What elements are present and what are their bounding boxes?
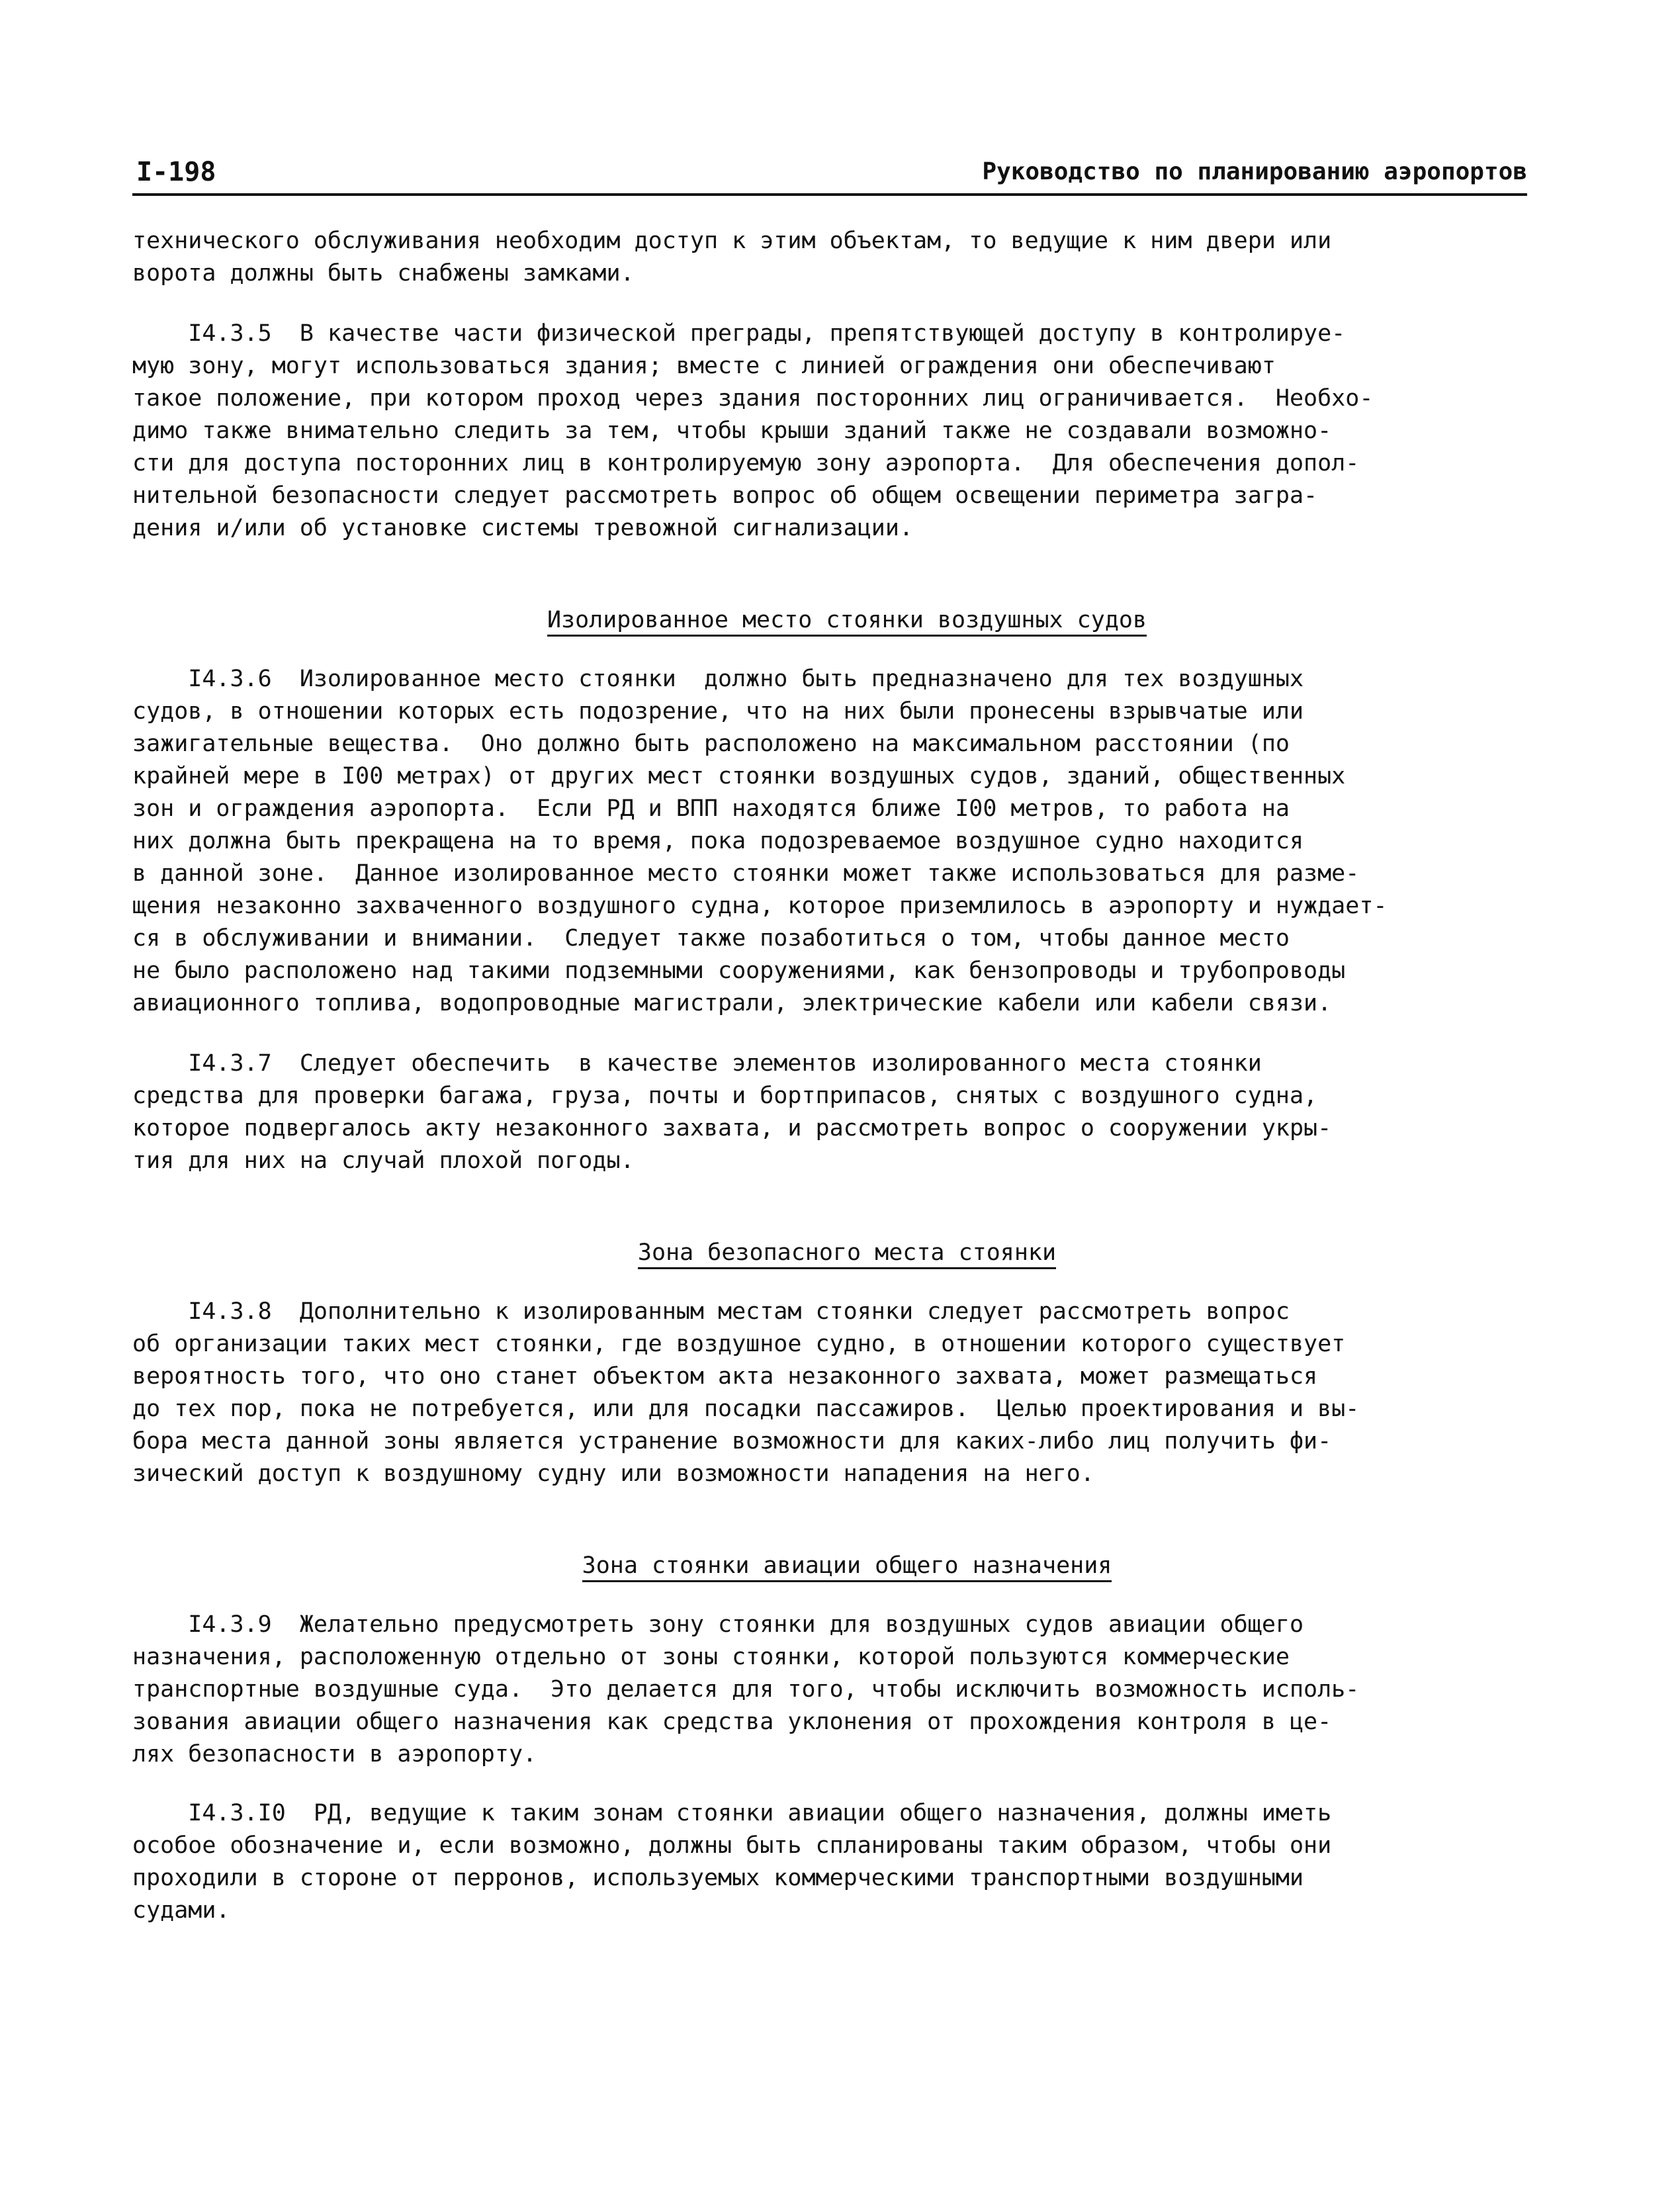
paragraph-14-3-9 [132,1609,1562,1771]
text-line: щения незаконно захваченного воздушного судна, которое приземлилось в аэропорту и нуждает- [132,893,1388,919]
page-header [132,154,1527,196]
text-line: проходили в стороне от перронов, используемых коммерческими транспортными воздушными [132,1865,1304,1891]
text-line: мую зону, могут использоваться здания; вместе с линией ограждения они обеспечивают [132,353,1276,379]
text-line: такое положение, при котором проход через здания посторонних лиц ограничивается. Необхо- [132,385,1374,412]
text-line: средства для проверки багажа, груза, почты и бортприпасов, снятых с воздушного судна, [132,1083,1318,1109]
text-line: нительной безопасности следует рассмотреть вопрос об общем освещении периметра загра- [132,482,1318,509]
running-title: Руководство по планированию аэропортов [982,158,1527,185]
text-line: судами. [132,1897,230,1924]
paragraph-intro [132,225,1562,290]
text-line: до тех пор, пока не потребуется, или для посадки пассажиров. Целью проектирования и вы- [132,1396,1360,1422]
text-line: которое подвергалось акту незаконного захвата, и рассмотреть вопрос о сооружении укры- [132,1115,1332,1141]
text-line: крайней мере в I00 метрах) от других мест стоянки воздушных судов, зданий, общественных [132,763,1346,789]
text-line: I4.3.9 Желательно предусмотреть зону стоянки для воздушных судов авиации общего [132,1611,1304,1638]
section-heading-text: Изолированное место стоянки воздушных судов [547,607,1147,637]
paragraph-14-3-5 [132,318,1562,545]
text-line: авиационного топлива, водопроводные магистрали, электрические кабели или кабели связи. [132,990,1332,1016]
text-line: зажигательные вещества. Оно должно быть расположено на максимальном расстоянии (по [132,731,1290,757]
text-line: сти для доступа посторонних лиц в контролируемую зону аэропорта. Для обеспечения допол- [132,450,1360,476]
text-line: технического обслуживания необходим доступ к этим объектам, то ведущие к ним двери или [132,228,1332,254]
text-line: I4.3.7 Следует обеспечить в качестве элементов изолированного места стоянки [132,1050,1262,1077]
page-number: I-198 [136,157,216,187]
text-line: I4.3.8 Дополнительно к изолированным местам стоянки следует рассмотреть вопрос [132,1298,1290,1325]
text-line: не было расположено над такими подземными сооружениями, как бензопроводы и трубопроводы [132,958,1346,984]
section-heading-isolated-parking [132,604,1562,637]
text-line: транспортные воздушные суда. Это делается для того, чтобы исключить возможность исполь- [132,1676,1360,1703]
section-heading-secure-parking [132,1237,1562,1269]
text-line: зон и ограждения аэропорта. Если РД и ВПП находятся ближе I00 метров, то работа на [132,795,1290,822]
text-line: тия для них на случай плохой погоды. [132,1147,635,1174]
text-line: дения и/или об установке системы тревожной сигнализации. [132,515,914,541]
text-line: зический доступ к воздушному судну или возможности нападения на него. [132,1460,1094,1487]
text-line: особое обозначение и, если возможно, должны быть спланированы таким образом, чтобы они [132,1832,1332,1859]
section-heading-text: Зона безопасного места стоянки [638,1239,1056,1269]
text-line: ся в обслуживании и внимании. Следует также позаботиться о том, чтобы данное место [132,925,1290,952]
text-line: в данной зоне. Данное изолированное место стоянки может также использоваться для разме- [132,860,1360,887]
text-line: I4.3.6 Изолированное место стоянки должно быть предназначено для тех воздушных [132,666,1304,692]
text-line: I4.3.I0 РД, ведущие к таким зонам стоянки авиации общего назначения, должны иметь [132,1800,1332,1826]
section-heading-text: Зона стоянки авиации общего назначения [582,1552,1112,1582]
paragraph-14-3-6 [132,663,1562,1020]
text-line: вероятность того, что оно станет объектом акта незаконного захвата, может размещаться [132,1363,1318,1390]
text-line: об организации таких мест стоянки, где воздушное судно, в отношении которого существует [132,1331,1346,1357]
text-line: димо также внимательно следить за тем, чтобы крыши зданий также не создавали возможно- [132,418,1332,444]
text-line: лях безопасности в аэропорту. [132,1741,537,1767]
text-line: назначения, расположенную отдельно от зоны стоянки, которой пользуются коммерческие [132,1644,1290,1670]
text-line: бора места данной зоны является устранение возможности для каких-либо лиц получить фи- [132,1428,1332,1454]
text-line: судов, в отношении которых есть подозрение, что на них были пронесены взрывчатые или [132,698,1304,725]
text-line: I4.3.5 В качестве части физической преграды, препятствующей доступу в контролируе- [132,320,1346,347]
text-line: ворота должны быть снабжены замками. [132,260,635,287]
text-line: зования авиации общего назначения как средства уклонения от прохождения контроля в це- [132,1709,1332,1735]
paragraph-14-3-7 [132,1048,1562,1177]
text-line: них должна быть прекращена на то время, пока подозреваемое воздушное судно находится [132,828,1304,854]
page-body [132,225,1562,1927]
paragraph-14-3-8 [132,1296,1562,1490]
section-heading-general-aviation [132,1550,1562,1582]
paragraph-14-3-10 [132,1797,1562,1927]
